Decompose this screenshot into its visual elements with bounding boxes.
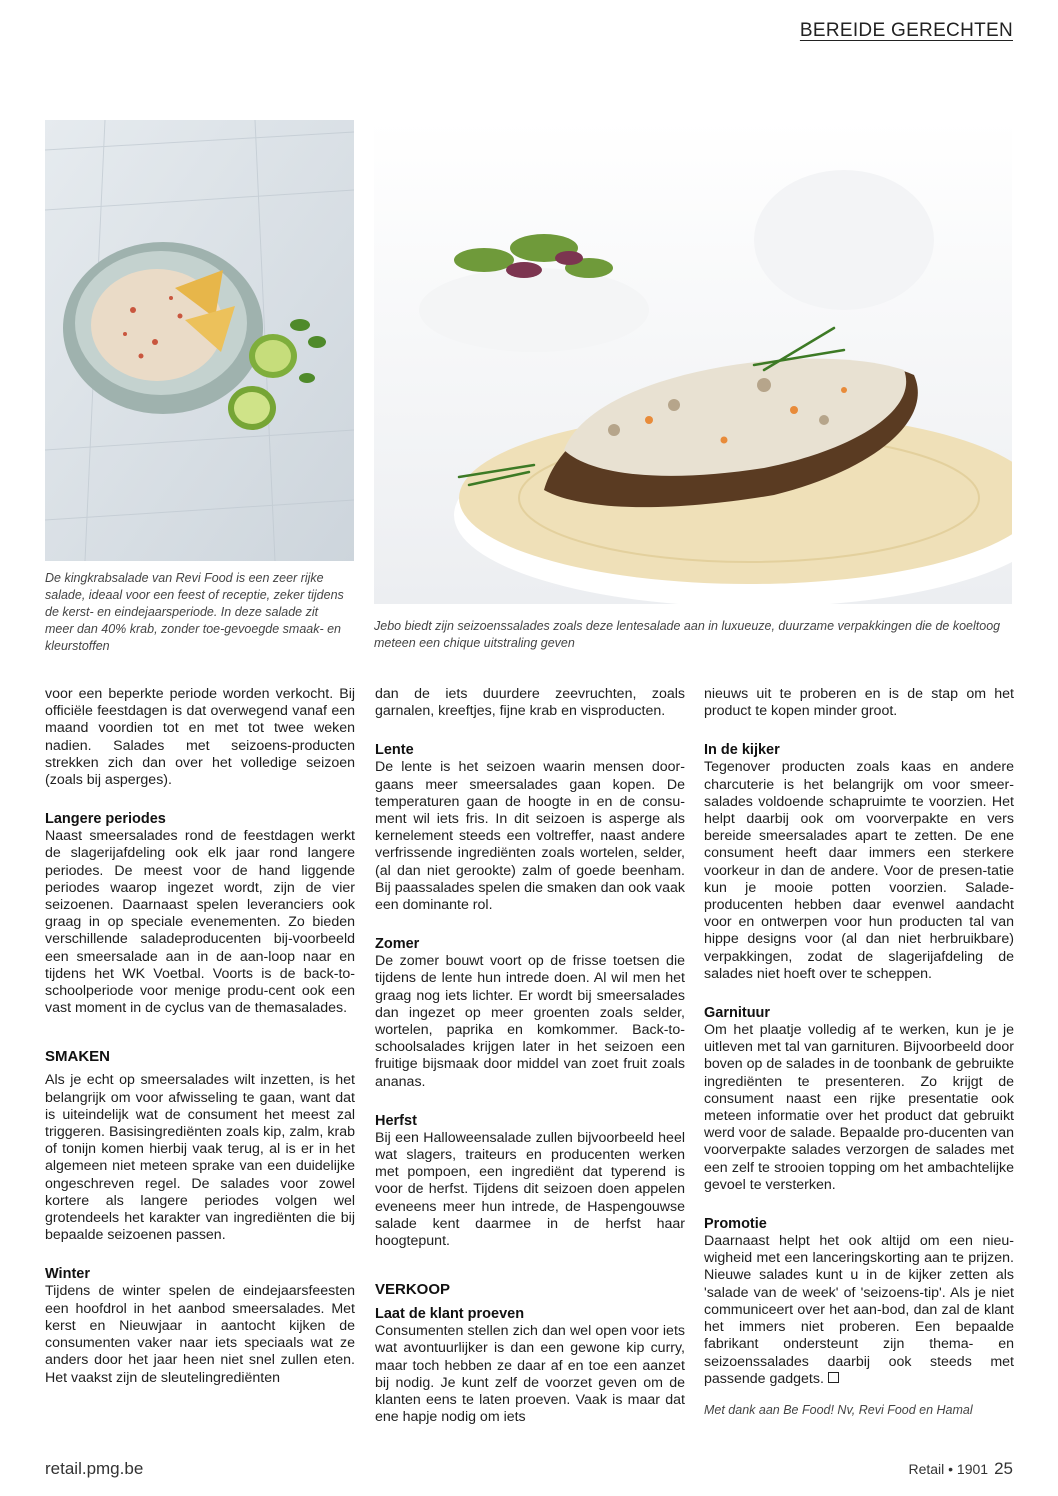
article-column-2 [375,686,685,1448]
paragraph: De lente is het seizoen waarin mensen door-gaans meer smeersalades gaan kopen. De temperaturen gaan de hoogte in en de consu-ment wil iets fris. In dit seizoen is asperge als kernelement steeds een voltreffer, naast andere verfrissende ingrediënten zoals wortelen, selder, (al dan niet gerookte) zalm of goede beenham. Bij paassalades spelen die smaken dan ook vaak een dominante rol. [375,759,685,914]
paragraph: Daarnaast helpt het ook altijd om een nieu-wigheid met een lanceringskorting aan te prijzen. Nieuwe salades kunt u in de kijker zetten als 'salade van de week' of 'seizoens-tip'. Als je niet communiceert over het aan-bod, dan zal de klant het immers niet proberen. Een bepaalde fabrikant ondersteunt zijn thema- en seizoenssalades daarbij ook steeds met passende gadgets. [704,1233,1014,1387]
subheading-lente: Lente [375,742,414,759]
section-heading-verkoop: VERKOOP [375,1281,451,1299]
crab-salad-bowl-photo [45,120,354,561]
bread-with-spread-photo [374,120,1012,604]
paragraph: dan de iets duurdere zeevruchten, zoals garnalen, kreeftjes, fijne krab en visproducten. [375,686,685,720]
footer-website-link[interactable]: retail.pmg.be [45,1459,144,1478]
subheading-langere-periodes: Langere periodes [45,811,166,828]
paragraph: Tegenover producten zoals kaas en andere charcuterie is het belangrijk om voor smeer-salades voldoende schapruimte te voorzien. Het helpt daarbij ook om voorverpakte en vers bereide smeersalades apart te zetten. De ene consument heeft daar immers een sterkere voorkeur in dan de andere. Voor de presen-tatie kun je mooie potten voorzien. Salade-producenten hebben daar evenwel aandacht voor en ontwerpen voor hun producten tal van hippe designs voor (al dan niet herbruikbare) verpakkingen, zodat de slagerijafdeling de salades niet hoeft over te scheppen. [704,759,1014,982]
caption-left: De kingkrabsalade van Revi Food is een zeer rijke salade, ideaal voor een feest of receptie, zeker tijdens de kerst- en eindejaarsperiode. In deze salade zit meer dan 40% krab, zonder toe-gevoegde smaak- en kleurstoffen [45,571,344,653]
paragraph: Tijdens de winter spelen de eindejaarsfeesten een hoofdrol in het aanbod smeersalades. Met kerst en Nieuwjaar in aantocht kijken de consumenten vaker naar iets speciaals wat ze anders door het jaar heen niet snel zullen eten. Het vaakst zijn de sleutelingrediënten [45,1283,355,1386]
paragraph: Om het plaatje volledig af te werken, kun je je uitleven met tal van garnituren. Bijvoorbeeld door boven op de salades in de toonbank de gebruikte ingrediënten te presenteren. Zo krijgt de consument naast een rijke presentatie ook meteen informatie over het product dat gebruikt werd voor de salade. Bepaalde pro-ducenten van voorverpakte salades verzorgen de salades met een zelf te strooien topping om het ambachtelijke gevoel te versterken. [704,1022,1014,1193]
paragraph: De zomer bouwt voort op de frisse toetsen die tijdens de lente hun intrede doen. Al wil men het graag nog iets lichter. Er wordt bij smeersalades dan ingezet op meer groenten zoals selder, wortelen, paprika en komkommer. Back-to-schoolsalades krijgen later in het seizoen een fruitige bijsmaak door middel van zoet fruit zoals ananas. [375,953,685,1090]
subheading-laat-de-klant-proeven: Laat de klant proeven [375,1306,525,1323]
paragraph-with-endmark [704,1233,1014,1388]
end-of-article-icon [828,1372,839,1383]
magazine-issue: Retail • 1901 [908,1461,989,1477]
section-heading-smaken: SMAKEN [45,1048,111,1066]
subheading-winter: Winter [45,1266,90,1283]
section-title: BEREIDE GERECHTEN [799,20,1013,41]
article-column-3 [704,686,1014,1419]
paragraph: Als je echt op smeersalades wilt inzetten, is het belangrijk om voor afwisseling te gaan, want dat is uiteindelijk wat de consument het meest zal triggeren. Basisingrediënten zoals kip, zalm, krab of tonijn komen hierbij vaak terug, al is er in het algemeen niet meteen sprake van een duidelijke ongeschreven regel. De salades voor zowel kortere als langere periodes volgen wel grotendeels het karakter van ingrediënten die bij bepaalde seizoenen passen. [45,1072,355,1244]
paragraph: Consumenten stellen zich dan wel open voor iets wat avontuurlijker is dan een gewone kip curry, maar toch hebben ze daar af en toe een aanzet bij nodig. Je kunt zelf de voorzet geven om de klanten eens te laten proeven. Vaak is maar dat ene hapje nodig om iets [375,1323,685,1426]
article-column-1 [45,686,355,1408]
paragraph: nieuws uit te proberen en is de stap om het product te kopen minder groot. [704,686,1014,720]
paragraph: voor een beperkte periode worden verkocht. Bij officiële feestdagen is dat overwegend vanaf een maand voordien tot en met tot twee weken nadien. Salades met seizoens-producten strekken zich dan over het volledige seizoen (zoals bij asperges). [45,686,355,789]
page-number: 25 [994,1459,1013,1478]
credit-line: Met dank aan Be Food! Nv, Revi Food en Hamal [704,1402,973,1417]
subheading-herfst: Herfst [375,1112,417,1129]
subheading-zomer: Zomer [375,936,420,953]
caption-right: Jebo biedt zijn seizoenssalades zoals deze lentesalade aan in luxueuze, duurzame verpakkingen die de koeltoog meteen een chique uitstraling geven [374,619,1001,650]
footer-issue [908,1459,1013,1479]
subheading-in-de-kijker: In de kijker [704,742,780,759]
subheading-garnituur: Garnituur [704,1005,771,1022]
subheading-promotie: Promotie [704,1216,767,1233]
paragraph: Naast smeersalades rond de feestdagen werkt de slagerijafdeling ook elk jaar rond langere periodes. De meest voor de hand liggende periodes waarop ingezet wordt, zijn de vier seizoenen. Daarnaast spelen leveranciers ook graag in op speciale evenementen. Zo bieden verschillende saladeproducenten bij-voorbeeld een smeersalade aan in de aan-loop naar en tijdens het WK Voetbal. Voorts is de back-to-schoolperiode voor menige produ-cent ook een vast moment in de cyclus van de themasalades. [45,828,355,1017]
paragraph: Bij een Halloweensalade zullen bijvoorbeeld heel wat slagers, traiteurs en producenten werken met pompoen, een ingrediënt dat typerend is voor de herfst. Tijdens dit seizoen doen appelen eveneens meer hun intrede, de Haspengouwse salade kent daarmee in de herfst haar hoogtepunt. [375,1129,685,1250]
